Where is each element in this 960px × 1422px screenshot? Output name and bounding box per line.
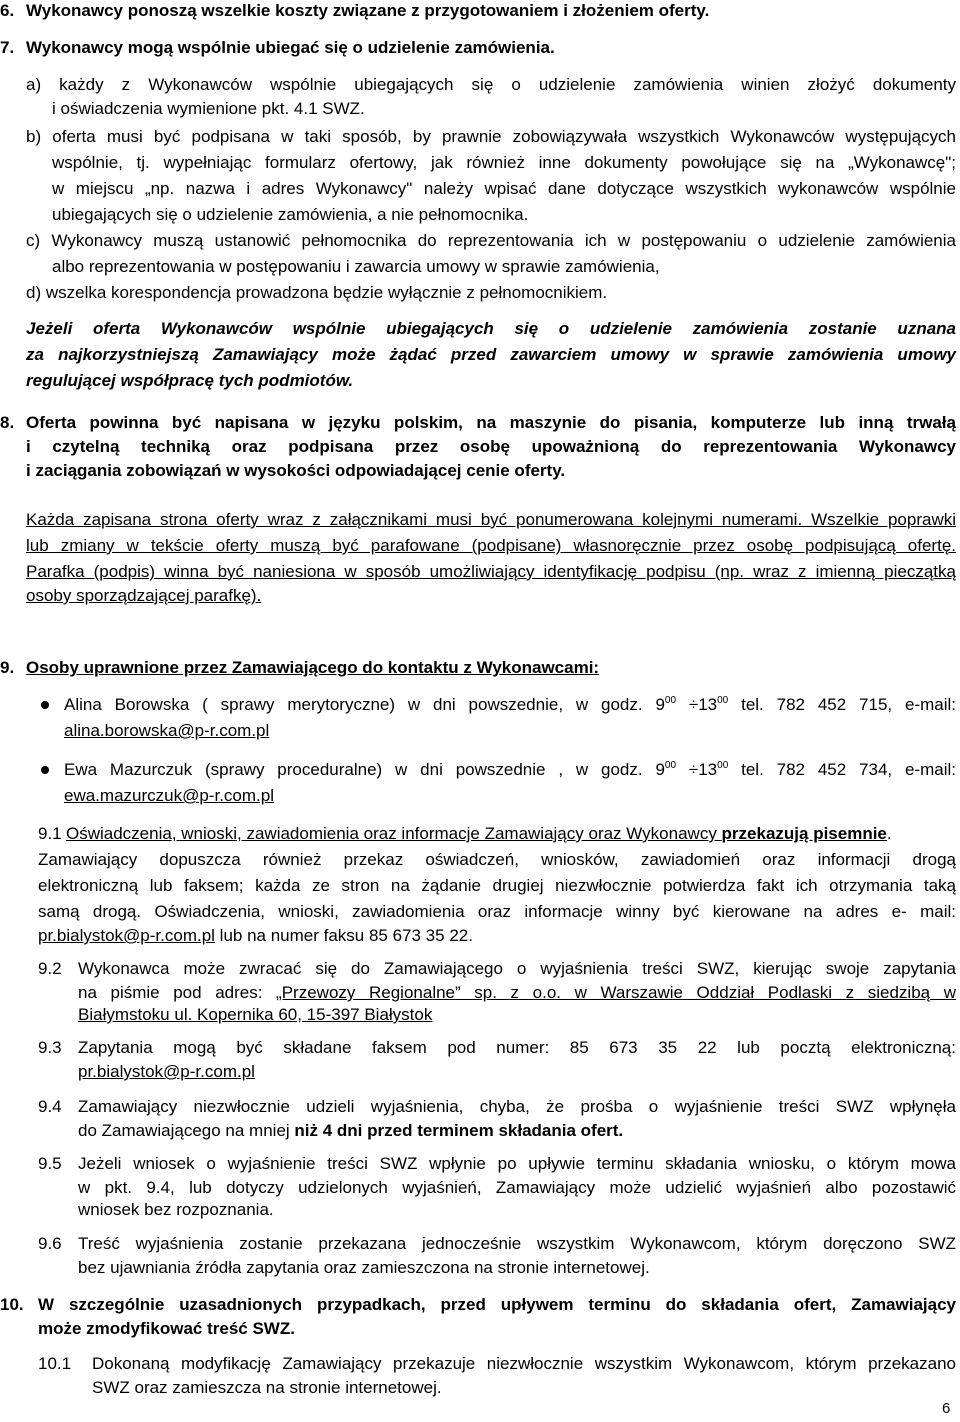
section-10-1-line-2: SWZ oraz zamieszcza na stronie internetowej. — [92, 1378, 442, 1397]
section-7c-line-2: albo reprezentowania w postępowaniu i zawarcia umowy w sprawie zamówienia, — [52, 257, 660, 276]
bullet-icon — [41, 701, 49, 709]
section-7a-line-1: a) każdy z Wykonawców wspólnie ubiegających się o udzielenie zamówienia winien złożyć dokumenty — [26, 75, 956, 94]
section-9-5-line-1: Jeżeli wniosek o wyjaśnienie treści SWZ wpłynie po upływie terminu składania wniosku, o którym mowa — [78, 1154, 956, 1173]
section-8-number: 8. — [0, 413, 15, 432]
section-9-6-line-2: bez ujawniania źródła zapytania oraz zamieszczona na stronie internetowej. — [78, 1258, 650, 1277]
fax-email-link[interactable]: pr.bialystok@p-r.com.pl — [38, 926, 215, 945]
section-7b-line-2: wspólnie, tj. wypełniając formularz ofertowy, jak również inne dokumenty powołujące się na „Wykonawcę"; — [52, 153, 956, 172]
section-8-para-line-4: osoby sporządzającej parafkę). — [26, 586, 262, 605]
contact-1-line: Alina Borowska ( sprawy merytoryczne) w dni powszednie, w godz. $9^{00} \div 13^{00}$ tel. 782 452 715, e-mail: — [64, 695, 956, 714]
section-9-6-line-1: Treść wyjaśnienia zostanie przekazana jednocześnie wszystkim Wykonawcom, którym doręczono SWZ — [78, 1234, 956, 1253]
section-10-line-1: W szczególnie uzasadnionych przypadkach, przed upływem terminu do składania ofert, Zamawiający — [38, 1295, 956, 1314]
section-9-2-line-1: Wykonawca może zwracać się do Zamawiającego o wyjaśnienia treści SWZ, kierując swoje zapytania — [78, 959, 956, 978]
section-9-3-number: 9.3 — [38, 1038, 62, 1057]
bullet-icon — [41, 766, 49, 774]
section-7-number: 7. — [0, 38, 15, 57]
section-7d-line-1: d) wszelka korespondencja prowadzona będzie wyłącznie z pełnomocnikiem. — [26, 283, 608, 302]
section-9-2-line-3: Białymstoku ul. Kopernika 60, 15-397 Białystok — [78, 1005, 433, 1024]
section-10-line-2: może zmodyfikować treść SWZ. — [38, 1319, 295, 1338]
section-9-1-line-3: elektroniczną lub faksem; każda ze stron na żądanie drugiej niezwłocznie potwierdza fakt ich otrzymania taką — [38, 876, 956, 895]
section-9-3-email-link[interactable]: pr.bialystok@p-r.com.pl — [78, 1062, 255, 1081]
section-9-5-number: 9.5 — [38, 1154, 62, 1173]
section-9-1-line-4: samą drogą. Oświadczenia, wnioski, zawiadomienia oraz informacje winny być kierowane na adres e- mail: — [38, 902, 956, 921]
contact-1-email-link[interactable]: alina.borowska@p-r.com.pl — [64, 721, 270, 740]
section-7-note-line-3: regulującej współpracę tych podmiotów. — [26, 371, 354, 390]
section-9-title: Osoby uprawnione przez Zamawiającego do kontaktu z Wykonawcami: — [26, 658, 600, 677]
section-8-para-line-3: Parafka (podpis) winna być naniesiona w sposób umożliwiający identyfikację podpisu (np. wraz z imienną pieczątką — [26, 562, 956, 581]
section-9-4-number: 9.4 — [38, 1097, 62, 1116]
section-9-1-line-1: Oświadczenia, wnioski, zawiadomienia oraz informacje Zamawiający oraz Wykonawcy przekazują pisemnie. — [66, 824, 892, 843]
section-6-text: Wykonawcy ponoszą wszelkie koszty związane z przygotowaniem i złożeniem oferty. — [26, 1, 710, 20]
section-8-para-line-1: Każda zapisana strona oferty wraz z załącznikami musi być ponumerowana kolejnymi numerami. Wszelkie poprawki — [26, 510, 956, 529]
section-9-2-line-2: na piśmie pod adres: „Przewozy Regionalne” sp. z o.o. w Warszawie Oddział Podlaski z siedzibą w — [78, 983, 956, 1002]
section-10-1-number: 10.1 — [38, 1354, 72, 1373]
section-9-3-line-1: Zapytania mogą być składane faksem pod numer: 85 673 35 22 lub pocztą elektroniczną: — [78, 1038, 956, 1057]
section-9-1-line-5: pr.bialystok@p-r.com.pl lub na numer faksu 85 673 35 22. — [38, 926, 473, 945]
section-10-1-line-1: Dokonaną modyfikację Zamawiający przekazuje niezwłocznie wszystkim Wykonawcom, którym przekazano — [92, 1354, 956, 1373]
contact-2-line: Ewa Mazurczuk (sprawy proceduralne) w dni powszednie , w godz. $9^{00} \div 13^{00}$ tel. 782 452 734, e-mail: — [64, 760, 956, 779]
page-number: 6 — [942, 1400, 951, 1417]
section-7c-line-1: c) Wykonawcy muszą ustanowić pełnomocnika do reprezentowania ich w postępowaniu o udzielenie zamówienia — [26, 231, 956, 250]
section-9-1-line-2: Zamawiający dopuszcza również przekaz oświadczeń, wniosków, zawiadomień oraz informacji drogą — [38, 850, 956, 869]
section-6-number: 6. — [0, 1, 15, 20]
contact-2-email-link[interactable]: ewa.mazurczuk@p-r.com.pl — [64, 786, 274, 805]
section-7b-line-4: ubiegających się o udzielenie zamówienia, a nie pełnomocnika. — [52, 205, 529, 224]
section-9-5-line-3: wniosek bez rozpoznania. — [78, 1200, 274, 1219]
section-7b-line-3: w miejscu „np. nazwa i adres Wykonawcy" należy wpisać dane dotyczące wszystkich wykonawców wspólnie — [52, 179, 956, 198]
section-7-note-line-1: Jeżeli oferta Wykonawców wspólnie ubiegających się o udzielenie zamówienia zostanie uznana — [26, 319, 956, 338]
section-7-title: Wykonawcy mogą wspólnie ubiegać się o udzielenie zamówienia. — [26, 38, 555, 57]
section-9-4-line-1: Zamawiający niezwłocznie udzieli wyjaśnienia, chyba, że prośba o wyjaśnienie treści SWZ wpłynęła — [78, 1097, 956, 1116]
section-7a-line-2: i oświadczenia wymienione pkt. 4.1 SWZ. — [52, 99, 365, 118]
section-10-number: 10. — [0, 1295, 24, 1314]
section-9-2-number: 9.2 — [38, 959, 62, 978]
section-9-number: 9. — [0, 658, 15, 677]
section-7-note-line-2: za najkorzystniejszą Zamawiający może żądać przed zawarciem umowy w sprawie zamówienia umowy — [26, 345, 956, 364]
section-7b-line-1: b) oferta musi być podpisana w taki sposób, by prawnie zobowiązywała wszystkich Wykonawców występujących — [26, 127, 956, 146]
section-8-line-1: Oferta powinna być napisana w języku polskim, na maszynie do pisania, komputerze lub inną trwałą — [26, 413, 956, 432]
section-9-6-number: 9.6 — [38, 1234, 62, 1253]
section-9-4-line-2: do Zamawiającego na mniej niż 4 dni przed terminem składania ofert. — [78, 1121, 624, 1140]
section-8-line-3: i zaciągania zobowiązań w wysokości odpowiadającej cenie oferty. — [26, 461, 566, 480]
section-8-para-line-2: lub zmiany w tekście oferty muszą być parafowane (podpisane) własnoręcznie przez osobę podpisującą ofertę. — [26, 536, 956, 555]
section-9-5-line-2: w pkt. 9.4, lub dotyczy udzielonych wyjaśnień, Zamawiający może udzielić wyjaśnień albo pozostawić — [78, 1178, 956, 1197]
section-8-line-2: i czytelną techniką oraz podpisana przez osobę upoważnioną do reprezentowania Wykonawcy — [26, 437, 956, 456]
section-9-1-number: 9.1 — [38, 824, 62, 843]
